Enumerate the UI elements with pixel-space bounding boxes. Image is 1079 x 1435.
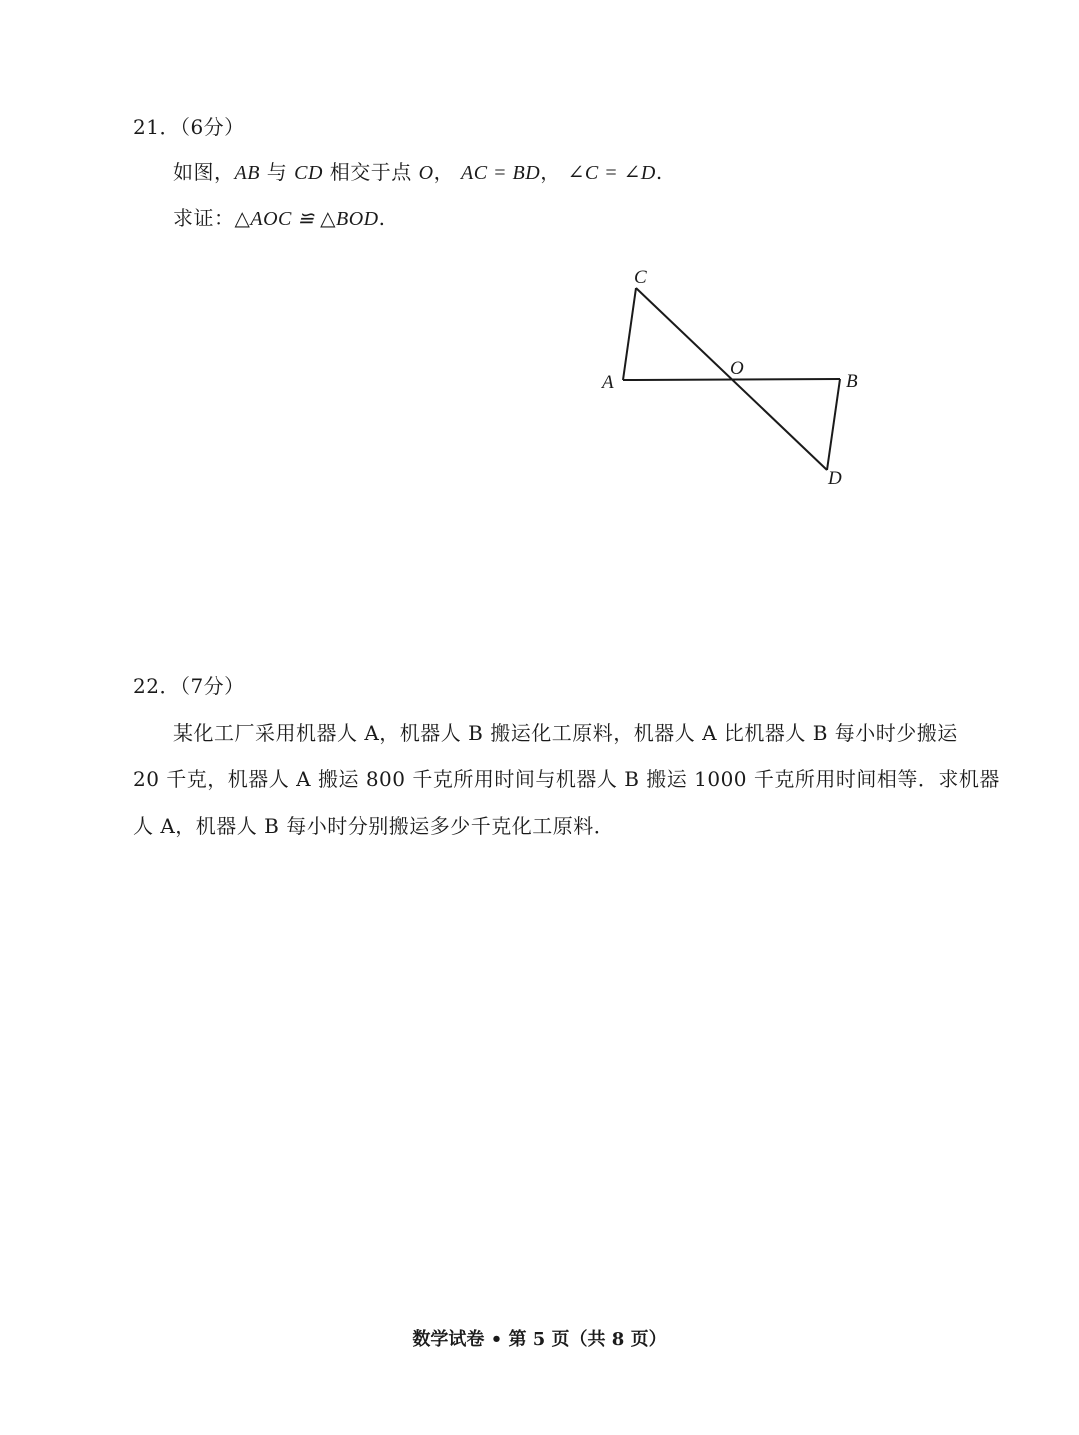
segment-bd — [827, 379, 840, 470]
q21-statement — [173, 160, 663, 185]
q21-text: ， — [540, 160, 568, 184]
q21-math: CD — [294, 162, 323, 184]
q21-text: 如图， — [173, 160, 235, 184]
q22-line-2: 20 千克，机器人 A 搬运 800 千克所用时间与机器人 B 搬运 1000 千克所用时间相等．求机器 — [133, 767, 1000, 791]
q21-text: ， — [433, 160, 461, 184]
q21-math: O — [418, 162, 434, 184]
q21-math: ∠C = ∠D — [567, 162, 656, 184]
q22-line-1: 某化工厂采用机器人 A，机器人 B 搬运化工原料，机器人 A 比机器人 B 每小时少搬运 — [173, 721, 958, 745]
point-label-d: D — [828, 468, 842, 489]
geometry-figure — [590, 260, 880, 490]
point-label-c: C — [634, 267, 647, 288]
q21-text: 相交于点 — [322, 160, 419, 184]
q21-prove — [173, 206, 385, 231]
point-label-o: O — [730, 358, 744, 379]
q21-math: AB — [234, 162, 260, 184]
q21-text: . — [655, 160, 663, 184]
page-footer: 数学试卷 • 第 5 页（共 8 页） — [412, 1329, 667, 1350]
q21-prove-math: △AOC ≌ △BOD — [234, 208, 379, 230]
segment-ac — [623, 288, 636, 380]
point-label-a: A — [602, 372, 614, 393]
point-label-b: B — [846, 371, 858, 392]
q22-line-3: 人 A，机器人 B 每小时分别搬运多少千克化工原料． — [133, 814, 615, 838]
geometry-svg — [590, 260, 880, 490]
q21-header: 21．（6分） — [133, 115, 245, 139]
q21-math: AC = BD — [460, 162, 541, 184]
q21-prove-end: . — [378, 206, 386, 230]
q22-header: 22．（7分） — [133, 674, 245, 698]
q21-prove-label: 求证： — [173, 206, 235, 230]
q21-text: 与 — [259, 160, 295, 184]
